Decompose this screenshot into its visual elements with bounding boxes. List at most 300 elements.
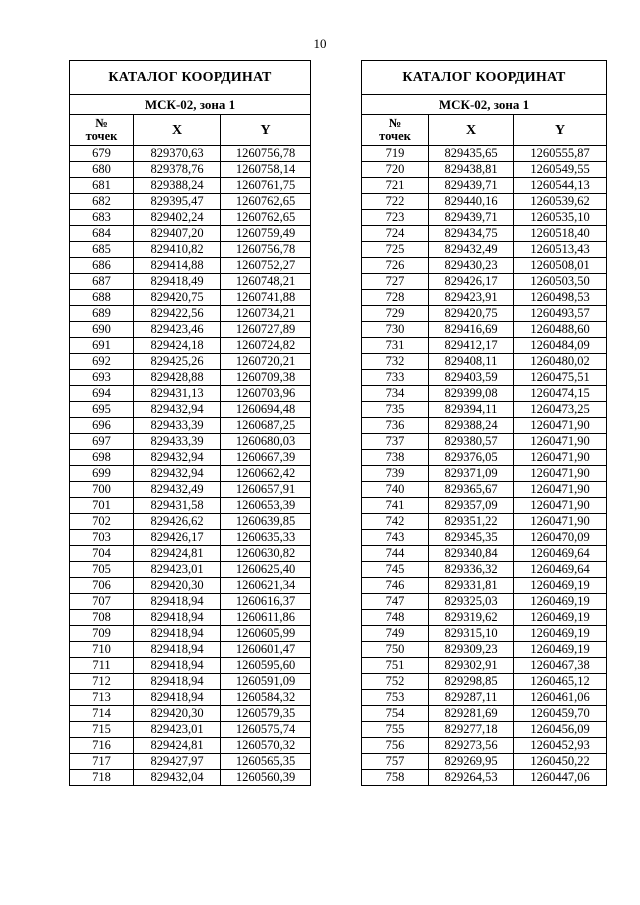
table-row [70,338,311,354]
table-row [70,770,311,786]
cell-x: 829378,76 [134,162,221,178]
cell-x: 829432,04 [134,770,221,786]
table-body [362,146,607,786]
cell-y: 1260687,25 [221,418,311,434]
table-row [362,386,607,402]
cell-y: 1260591,09 [221,674,311,690]
table-row [70,578,311,594]
table-row [362,450,607,466]
table-row [70,178,311,194]
table-row [362,626,607,642]
cell-x: 829433,39 [134,418,221,434]
table-row [70,690,311,706]
cell-x: 829420,30 [134,706,221,722]
cell-point-number: 705 [70,562,134,578]
cell-y: 1260447,06 [514,770,607,786]
cell-point-number: 725 [362,242,429,258]
cell-y: 1260662,42 [221,466,311,482]
table-row [362,338,607,354]
cell-y: 1260635,33 [221,530,311,546]
cell-y: 1260752,27 [221,258,311,274]
cell-y: 1260653,39 [221,498,311,514]
cell-point-number: 733 [362,370,429,386]
table-row [362,146,607,162]
column-header-point-number [70,115,134,146]
cell-x: 829418,94 [134,658,221,674]
cell-x: 829420,30 [134,578,221,594]
table-row [362,226,607,242]
cell-y: 1260639,85 [221,514,311,530]
table-row [362,306,607,322]
cell-point-number: 723 [362,210,429,226]
cell-point-number: 728 [362,290,429,306]
cell-x: 829418,49 [134,274,221,290]
table-row [362,290,607,306]
cell-x: 829425,26 [134,354,221,370]
cell-y: 1260471,90 [514,466,607,482]
cell-point-number: 702 [70,514,134,530]
cell-point-number: 737 [362,434,429,450]
cell-x: 829424,18 [134,338,221,354]
cell-point-number: 745 [362,562,429,578]
table-row [70,354,311,370]
cell-x: 829430,23 [429,258,514,274]
table-row [362,610,607,626]
table-row [362,402,607,418]
table-row [362,434,607,450]
cell-x: 829302,91 [429,658,514,674]
cell-point-number: 757 [362,754,429,770]
cell-x: 829432,49 [429,242,514,258]
cell-y: 1260756,78 [221,242,311,258]
cell-point-number: 683 [70,210,134,226]
table-row [70,210,311,226]
cell-y: 1260480,02 [514,354,607,370]
cell-y: 1260498,53 [514,290,607,306]
table-row [362,482,607,498]
cell-x: 829315,10 [429,626,514,642]
cell-point-number: 750 [362,642,429,658]
cell-x: 829416,69 [429,322,514,338]
cell-point-number: 707 [70,594,134,610]
column-header-y: Y [514,115,607,146]
cell-y: 1260493,57 [514,306,607,322]
cell-point-number: 688 [70,290,134,306]
table-row [362,690,607,706]
cell-x: 829403,59 [429,370,514,386]
table-row [362,674,607,690]
cell-point-number: 747 [362,594,429,610]
table-row [70,242,311,258]
table-row [362,466,607,482]
table-row [362,578,607,594]
cell-y: 1260595,60 [221,658,311,674]
table-row [362,274,607,290]
cell-y: 1260469,64 [514,562,607,578]
cell-y: 1260630,82 [221,546,311,562]
cell-point-number: 701 [70,498,134,514]
table-row [70,530,311,546]
cell-y: 1260759,49 [221,226,311,242]
cell-y: 1260616,37 [221,594,311,610]
cell-x: 829395,47 [134,194,221,210]
cell-point-number: 730 [362,322,429,338]
table-row [70,258,311,274]
cell-x: 829438,81 [429,162,514,178]
cell-point-number: 710 [70,642,134,658]
header-num-sign: № [388,116,402,130]
column-header-x: X [134,115,221,146]
cell-x: 829418,94 [134,594,221,610]
cell-x: 829402,24 [134,210,221,226]
cell-point-number: 711 [70,658,134,674]
table-row [362,722,607,738]
cell-y: 1260601,47 [221,642,311,658]
header-num-word: точек [85,129,118,143]
cell-point-number: 731 [362,338,429,354]
cell-point-number: 716 [70,738,134,754]
cell-x: 829431,58 [134,498,221,514]
cell-x: 829357,09 [429,498,514,514]
cell-point-number: 697 [70,434,134,450]
cell-x: 829281,69 [429,706,514,722]
cell-x: 829433,39 [134,434,221,450]
cell-x: 829418,94 [134,610,221,626]
cell-point-number: 735 [362,402,429,418]
table-row [362,514,607,530]
cell-y: 1260456,09 [514,722,607,738]
cell-point-number: 685 [70,242,134,258]
cell-x: 829428,88 [134,370,221,386]
cell-point-number: 756 [362,738,429,754]
cell-point-number: 753 [362,690,429,706]
cell-y: 1260570,32 [221,738,311,754]
table-row [362,738,607,754]
cell-point-number: 704 [70,546,134,562]
table-row [362,322,607,338]
cell-x: 829440,16 [429,194,514,210]
cell-x: 829423,91 [429,290,514,306]
table-row [362,370,607,386]
table-row [362,562,607,578]
cell-x: 829399,08 [429,386,514,402]
cell-y: 1260703,96 [221,386,311,402]
cell-y: 1260741,88 [221,290,311,306]
cell-point-number: 729 [362,306,429,322]
cell-point-number: 687 [70,274,134,290]
table-row [70,370,311,386]
cell-point-number: 726 [362,258,429,274]
cell-x: 829424,81 [134,738,221,754]
cell-x: 829298,85 [429,674,514,690]
cell-point-number: 706 [70,578,134,594]
cell-point-number: 714 [70,706,134,722]
table-row [362,242,607,258]
cell-x: 829439,71 [429,210,514,226]
cell-y: 1260544,13 [514,178,607,194]
cell-y: 1260727,89 [221,322,311,338]
catalog-title: КАТАЛОГ КООРДИНАТ [70,61,311,95]
table-row [70,722,311,738]
coordinate-catalog-left [69,60,311,786]
cell-point-number: 739 [362,466,429,482]
cell-x: 829351,22 [429,514,514,530]
cell-x: 829325,03 [429,594,514,610]
cell-y: 1260621,34 [221,578,311,594]
cell-x: 829432,94 [134,466,221,482]
cell-point-number: 722 [362,194,429,210]
table-row [70,674,311,690]
cell-point-number: 720 [362,162,429,178]
cell-x: 829418,94 [134,690,221,706]
cell-x: 829426,62 [134,514,221,530]
cell-y: 1260734,21 [221,306,311,322]
cell-x: 829432,94 [134,450,221,466]
cell-point-number: 721 [362,178,429,194]
table-row [70,562,311,578]
table-row [70,482,311,498]
cell-y: 1260625,40 [221,562,311,578]
cell-x: 829432,49 [134,482,221,498]
cell-x: 829365,67 [429,482,514,498]
table-row [70,146,311,162]
catalog-title: КАТАЛОГ КООРДИНАТ [362,61,607,95]
cell-point-number: 690 [70,322,134,338]
cell-x: 829424,81 [134,546,221,562]
table-row [70,610,311,626]
column-header-x: X [429,115,514,146]
cell-x: 829420,75 [429,306,514,322]
table-row [70,658,311,674]
table-row [70,402,311,418]
cell-y: 1260720,21 [221,354,311,370]
cell-y: 1260467,38 [514,658,607,674]
cell-y: 1260575,74 [221,722,311,738]
cell-x: 829434,75 [429,226,514,242]
table-row [70,306,311,322]
cell-x: 829439,71 [429,178,514,194]
table-row [70,274,311,290]
cell-x: 829269,95 [429,754,514,770]
table-row [70,738,311,754]
table-row [362,546,607,562]
table-row [70,466,311,482]
cell-y: 1260465,12 [514,674,607,690]
table-row [362,530,607,546]
table-row [362,178,607,194]
cell-y: 1260469,19 [514,578,607,594]
cell-y: 1260469,19 [514,642,607,658]
cell-point-number: 692 [70,354,134,370]
cell-x: 829423,01 [134,562,221,578]
table-row [70,322,311,338]
cell-point-number: 712 [70,674,134,690]
cell-point-number: 741 [362,498,429,514]
page-number: 10 [313,36,327,51]
cell-point-number: 693 [70,370,134,386]
cell-x: 829388,24 [134,178,221,194]
cell-point-number: 738 [362,450,429,466]
cell-x: 829410,82 [134,242,221,258]
cell-point-number: 689 [70,306,134,322]
cell-x: 829431,13 [134,386,221,402]
cell-point-number: 713 [70,690,134,706]
cell-y: 1260762,65 [221,210,311,226]
cell-x: 829427,97 [134,754,221,770]
table-row [70,226,311,242]
cell-point-number: 691 [70,338,134,354]
cell-x: 829422,56 [134,306,221,322]
cell-point-number: 681 [70,178,134,194]
cell-y: 1260450,22 [514,754,607,770]
table-row [70,418,311,434]
table-row [362,194,607,210]
table-row [362,418,607,434]
table-row [70,642,311,658]
cell-y: 1260459,70 [514,706,607,722]
cell-x: 829423,01 [134,722,221,738]
cell-x: 829408,11 [429,354,514,370]
cell-x: 829412,17 [429,338,514,354]
cell-x: 829336,32 [429,562,514,578]
cell-y: 1260513,43 [514,242,607,258]
cell-y: 1260748,21 [221,274,311,290]
cell-x: 829418,94 [134,642,221,658]
table-row [362,642,607,658]
cell-point-number: 734 [362,386,429,402]
cell-y: 1260549,55 [514,162,607,178]
cell-point-number: 717 [70,754,134,770]
cell-x: 829331,81 [429,578,514,594]
cell-point-number: 700 [70,482,134,498]
cell-x: 829426,17 [429,274,514,290]
cell-x: 829264,53 [429,770,514,786]
cell-x: 829340,84 [429,546,514,562]
table-row [362,354,607,370]
cell-x: 829432,94 [134,402,221,418]
cell-point-number: 695 [70,402,134,418]
table-row [362,258,607,274]
cell-x: 829407,20 [134,226,221,242]
table-row [70,594,311,610]
cell-point-number: 680 [70,162,134,178]
cell-y: 1260469,19 [514,626,607,642]
cell-point-number: 708 [70,610,134,626]
cell-y: 1260555,87 [514,146,607,162]
cell-point-number: 748 [362,610,429,626]
cell-y: 1260756,78 [221,146,311,162]
table-row [70,626,311,642]
table-row [362,210,607,226]
column-header-point-number [362,115,429,146]
table-row [70,754,311,770]
cell-y: 1260579,35 [221,706,311,722]
coordinate-system: МСК-02, зона 1 [362,95,607,115]
cell-y: 1260469,19 [514,610,607,626]
header-num-word: точек [379,129,411,143]
cell-x: 829287,11 [429,690,514,706]
cell-point-number: 724 [362,226,429,242]
cell-x: 829319,62 [429,610,514,626]
cell-y: 1260475,51 [514,370,607,386]
cell-y: 1260471,90 [514,418,607,434]
table-row [362,658,607,674]
cell-point-number: 719 [362,146,429,162]
cell-point-number: 699 [70,466,134,482]
cell-y: 1260762,65 [221,194,311,210]
table-row [70,290,311,306]
cell-x: 829435,65 [429,146,514,162]
cell-y: 1260473,25 [514,402,607,418]
table-row [70,162,311,178]
cell-x: 829345,35 [429,530,514,546]
cell-x: 829420,75 [134,290,221,306]
cell-x: 829370,63 [134,146,221,162]
cell-x: 829418,94 [134,626,221,642]
cell-point-number: 694 [70,386,134,402]
cell-y: 1260709,38 [221,370,311,386]
cell-y: 1260605,99 [221,626,311,642]
cell-y: 1260539,62 [514,194,607,210]
cell-y: 1260611,86 [221,610,311,626]
cell-point-number: 740 [362,482,429,498]
cell-y: 1260680,03 [221,434,311,450]
cell-y: 1260758,14 [221,162,311,178]
cell-y: 1260584,32 [221,690,311,706]
cell-y: 1260508,01 [514,258,607,274]
cell-x: 829388,24 [429,418,514,434]
cell-x: 829376,05 [429,450,514,466]
cell-y: 1260471,90 [514,434,607,450]
cell-y: 1260471,90 [514,450,607,466]
cell-y: 1260694,48 [221,402,311,418]
cell-x: 829426,17 [134,530,221,546]
cell-point-number: 709 [70,626,134,642]
table-row [70,386,311,402]
cell-point-number: 718 [70,770,134,786]
cell-y: 1260560,39 [221,770,311,786]
table-row [70,450,311,466]
cell-point-number: 742 [362,514,429,530]
table-row [70,194,311,210]
cell-y: 1260471,90 [514,482,607,498]
cell-y: 1260503,50 [514,274,607,290]
cell-point-number: 703 [70,530,134,546]
cell-y: 1260474,15 [514,386,607,402]
cell-y: 1260565,35 [221,754,311,770]
cell-point-number: 732 [362,354,429,370]
cell-y: 1260469,19 [514,594,607,610]
table-row [362,162,607,178]
cell-y: 1260518,40 [514,226,607,242]
table-row [70,434,311,450]
table-row [70,706,311,722]
table-body [70,146,311,786]
cell-point-number: 715 [70,722,134,738]
cell-point-number: 696 [70,418,134,434]
cell-point-number: 758 [362,770,429,786]
cell-x: 829414,88 [134,258,221,274]
cell-x: 829380,57 [429,434,514,450]
cell-x: 829309,23 [429,642,514,658]
coordinate-system: МСК-02, зона 1 [70,95,311,115]
table-row [362,706,607,722]
table-row [70,498,311,514]
cell-point-number: 684 [70,226,134,242]
cell-y: 1260469,64 [514,546,607,562]
cell-point-number: 755 [362,722,429,738]
cell-y: 1260461,06 [514,690,607,706]
